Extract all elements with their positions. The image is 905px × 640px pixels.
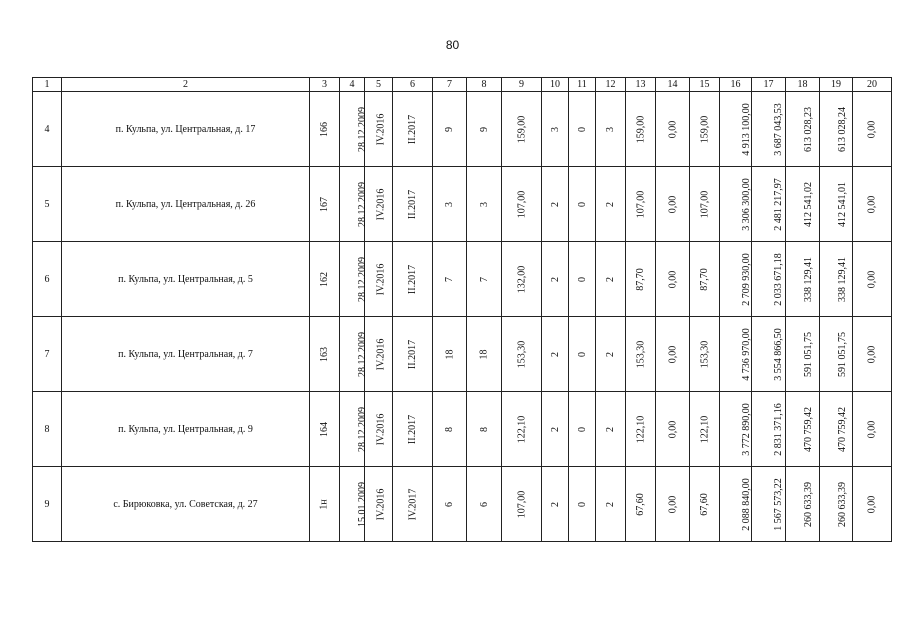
cell-value: 0	[576, 351, 588, 357]
value-cell	[596, 92, 626, 167]
value-cell	[569, 167, 596, 242]
cell-value: II.2017	[406, 264, 418, 294]
cell-value: 2	[605, 201, 616, 207]
value-cell	[720, 467, 752, 542]
cell-value: 2 033 671,18	[772, 252, 784, 306]
cell-value: IV.2016	[375, 338, 387, 370]
value-cell	[786, 317, 820, 392]
value-cell	[752, 317, 786, 392]
cell-value: 87,70	[699, 267, 710, 291]
value-cell	[786, 242, 820, 317]
cell-value: 0	[576, 276, 588, 282]
value-cell	[365, 392, 393, 467]
value-cell	[310, 167, 340, 242]
cell-value: 2	[605, 351, 616, 357]
cell-value: 8	[478, 426, 490, 432]
value-cell	[596, 167, 626, 242]
value-cell	[542, 167, 569, 242]
value-cell	[502, 317, 542, 392]
value-cell	[502, 392, 542, 467]
table-row	[33, 392, 892, 467]
cell-value: 2	[549, 201, 561, 207]
value-cell	[752, 242, 786, 317]
header-cell: 7	[433, 78, 467, 92]
value-cell	[467, 167, 502, 242]
value-cell	[820, 467, 853, 542]
address-cell: п. Кульпа, ул. Центральная, д. 26	[62, 167, 310, 242]
cell-value: 338 129,41	[837, 256, 848, 302]
cell-value: 107,00	[699, 190, 710, 218]
cell-value: 87,70	[635, 267, 646, 291]
table-row	[33, 167, 892, 242]
address-cell: п. Кульпа, ул. Центральная, д. 9	[62, 392, 310, 467]
cell-value: 18	[444, 349, 455, 359]
cell-value: 0	[576, 126, 588, 132]
value-cell	[433, 242, 467, 317]
cell-value: 3 772 890,00	[740, 402, 752, 456]
address-cell: п. Кульпа, ул. Центральная, д. 7	[62, 317, 310, 392]
cell-value: IV.2017	[406, 488, 418, 520]
value-cell	[720, 92, 752, 167]
value-cell	[433, 167, 467, 242]
cell-value: II.2017	[406, 189, 418, 219]
cell-value: IV.2016	[375, 113, 387, 145]
value-cell	[502, 92, 542, 167]
value-cell	[365, 92, 393, 167]
value-cell	[656, 92, 690, 167]
value-cell	[310, 317, 340, 392]
cell-value: 7	[444, 276, 455, 282]
value-cell	[596, 242, 626, 317]
value-cell	[393, 467, 433, 542]
value-cell	[596, 317, 626, 392]
header-cell: 14	[656, 78, 690, 92]
header-cell: 17	[752, 78, 786, 92]
cell-value: 260 633,39	[837, 481, 848, 527]
cell-value: 122,10	[635, 415, 646, 443]
header-cell: 2	[62, 78, 310, 92]
value-cell	[569, 92, 596, 167]
cell-value: 162	[319, 271, 330, 287]
value-cell	[853, 392, 892, 467]
cell-value: IV.2016	[375, 263, 387, 295]
value-cell	[853, 467, 892, 542]
header-cell: 19	[820, 78, 853, 92]
table-row	[33, 92, 892, 167]
cell-value: 167	[319, 196, 330, 212]
value-cell	[502, 467, 542, 542]
cell-value: 9	[478, 126, 490, 132]
value-cell	[569, 467, 596, 542]
header-cell: 18	[786, 78, 820, 92]
cell-value: 8	[444, 426, 455, 432]
value-cell	[310, 467, 340, 542]
value-cell	[393, 242, 433, 317]
value-cell	[626, 467, 656, 542]
value-cell	[310, 392, 340, 467]
cell-value: 163	[319, 346, 330, 362]
value-cell	[502, 167, 542, 242]
value-cell	[340, 92, 368, 167]
value-cell	[626, 92, 656, 167]
value-cell	[569, 242, 596, 317]
cell-value: 132,00	[516, 265, 527, 293]
cell-value: 613 028,23	[803, 106, 814, 152]
cell-value: 6	[478, 501, 490, 507]
value-cell	[820, 392, 853, 467]
value-cell	[752, 467, 786, 542]
header-cell: 15	[690, 78, 720, 92]
cell-value: 0,00	[667, 420, 678, 438]
value-cell	[752, 167, 786, 242]
cell-value: 0,00	[866, 195, 878, 213]
value-cell	[542, 317, 569, 392]
value-cell	[820, 242, 853, 317]
value-cell	[720, 242, 752, 317]
value-cell	[656, 467, 690, 542]
value-cell	[542, 242, 569, 317]
value-cell	[467, 242, 502, 317]
cell-value: 3	[549, 126, 561, 132]
value-cell	[340, 467, 368, 542]
value-cell	[365, 242, 393, 317]
header-cell: 1	[33, 78, 62, 92]
value-cell	[853, 167, 892, 242]
value-cell	[786, 467, 820, 542]
cell-value: II.2017	[406, 339, 418, 369]
value-cell	[656, 392, 690, 467]
cell-value: 3	[478, 201, 490, 207]
header-cell: 8	[467, 78, 502, 92]
cell-value: 0,00	[667, 345, 678, 363]
cell-value: 153,30	[699, 340, 710, 368]
value-cell	[393, 92, 433, 167]
cell-value: IV.2016	[375, 488, 387, 520]
value-cell	[690, 92, 720, 167]
value-cell	[310, 92, 340, 167]
value-cell	[365, 467, 393, 542]
value-cell	[820, 92, 853, 167]
header-cell: 9	[502, 78, 542, 92]
value-cell	[433, 392, 467, 467]
cell-value: 2 481 217,97	[772, 177, 784, 231]
cell-value: 0,00	[667, 120, 678, 138]
page-number: 80	[445, 38, 460, 52]
value-cell	[365, 317, 393, 392]
cell-value: 15.01.2009	[357, 481, 368, 527]
cell-value: 3 306 300,00	[740, 177, 752, 231]
cell-value: 0	[576, 201, 588, 207]
cell-value: 0	[576, 426, 588, 432]
header-cell: 10	[542, 78, 569, 92]
value-cell	[626, 242, 656, 317]
cell-value: 2	[549, 501, 561, 507]
value-cell	[786, 167, 820, 242]
cell-value: 3 554 866,50	[772, 327, 784, 381]
cell-value: 67,60	[699, 492, 710, 516]
cell-value: 7	[478, 276, 490, 282]
cell-value: 9	[444, 126, 455, 132]
cell-value: 0,00	[866, 345, 878, 363]
value-cell	[340, 392, 368, 467]
value-cell	[752, 92, 786, 167]
value-cell	[690, 317, 720, 392]
cell-value: 28.12.2009	[357, 106, 368, 152]
cell-value: 4 913 100,00	[740, 102, 752, 156]
cell-value: 2 709 930,00	[740, 252, 752, 306]
row-number-cell: 6	[33, 242, 62, 317]
cell-value: 591 051,75	[803, 331, 814, 377]
value-cell	[433, 317, 467, 392]
header-cell: 4	[340, 78, 365, 92]
cell-value: 470 759,42	[803, 406, 814, 452]
cell-value: 2	[549, 276, 561, 282]
value-cell	[393, 167, 433, 242]
value-cell	[542, 392, 569, 467]
header-row	[33, 78, 892, 92]
cell-value: 2 831 371,16	[772, 402, 784, 456]
cell-value: 6	[444, 501, 455, 507]
value-cell	[433, 467, 467, 542]
value-cell	[853, 242, 892, 317]
cell-value: 107,00	[635, 190, 646, 218]
cell-value: IV.2016	[375, 413, 387, 445]
value-cell	[467, 92, 502, 167]
value-cell	[542, 467, 569, 542]
cell-value: 2	[605, 501, 616, 507]
value-cell	[626, 167, 656, 242]
cell-value: 2	[549, 351, 561, 357]
value-cell	[626, 392, 656, 467]
value-cell	[853, 92, 892, 167]
cell-value: 159,00	[699, 115, 710, 143]
cell-value: 4 736 970,00	[740, 327, 752, 381]
value-cell	[656, 167, 690, 242]
header-cell: 12	[596, 78, 626, 92]
cell-value: 164	[319, 421, 330, 437]
header-cell: 3	[310, 78, 340, 92]
value-cell	[433, 92, 467, 167]
cell-value: 613 028,24	[837, 106, 848, 152]
cell-value: 28.12.2009	[357, 406, 368, 452]
table-row	[33, 317, 892, 392]
row-number-cell: 7	[33, 317, 62, 392]
cell-value: 107,00	[516, 190, 527, 218]
cell-value: 122,10	[516, 415, 527, 443]
value-cell	[656, 242, 690, 317]
register-table	[32, 77, 892, 542]
cell-value: 338 129,41	[803, 256, 814, 302]
value-cell	[340, 242, 368, 317]
cell-value: 107,00	[516, 490, 527, 518]
value-cell	[569, 392, 596, 467]
cell-value: 159,00	[516, 115, 527, 143]
header-cell: 20	[853, 78, 892, 92]
address-cell: п. Кульпа, ул. Центральная, д. 17	[62, 92, 310, 167]
value-cell	[820, 317, 853, 392]
table-row	[33, 467, 892, 542]
value-cell	[467, 317, 502, 392]
header-cell: 11	[569, 78, 596, 92]
address-cell: с. Бирюковка, ул. Советская, д. 27	[62, 467, 310, 542]
table-row	[33, 242, 892, 317]
cell-value: II.2017	[406, 114, 418, 144]
cell-value: 153,30	[516, 340, 527, 368]
cell-value: 470 759,42	[837, 406, 848, 452]
cell-value: 0	[576, 501, 588, 507]
value-cell	[310, 242, 340, 317]
cell-value: 412 541,02	[803, 181, 814, 227]
value-cell	[786, 92, 820, 167]
cell-value: 591 051,75	[837, 331, 848, 377]
value-cell	[656, 317, 690, 392]
value-cell	[853, 317, 892, 392]
cell-value: 0,00	[866, 270, 878, 288]
cell-value: 1н	[318, 498, 330, 510]
value-cell	[365, 167, 393, 242]
cell-value: 412 541,01	[837, 181, 848, 227]
row-number-cell: 9	[33, 467, 62, 542]
value-cell	[720, 392, 752, 467]
cell-value: 3	[444, 201, 455, 207]
cell-value: 1 567 573,22	[772, 477, 784, 531]
cell-value: II.2017	[406, 414, 418, 444]
cell-value: 28.12.2009	[357, 256, 368, 302]
value-cell	[596, 392, 626, 467]
value-cell	[393, 317, 433, 392]
row-number-cell: 8	[33, 392, 62, 467]
cell-value: 0,00	[866, 420, 878, 438]
value-cell	[569, 317, 596, 392]
cell-value: 18	[478, 349, 490, 359]
value-cell	[626, 317, 656, 392]
row-number-cell: 5	[33, 167, 62, 242]
header-cell: 16	[720, 78, 752, 92]
cell-value: 153,30	[635, 340, 646, 368]
value-cell	[786, 392, 820, 467]
cell-value: 67,60	[635, 492, 646, 516]
cell-value: 2	[549, 426, 561, 432]
cell-value: 159,00	[635, 115, 646, 143]
address-cell: п. Кульпа, ул. Центральная, д. 5	[62, 242, 310, 317]
value-cell	[690, 467, 720, 542]
value-cell	[752, 392, 786, 467]
value-cell	[340, 167, 368, 242]
value-cell	[542, 92, 569, 167]
value-cell	[690, 242, 720, 317]
value-cell	[393, 392, 433, 467]
row-number-cell: 4	[33, 92, 62, 167]
value-cell	[720, 317, 752, 392]
header-cell: 6	[393, 78, 433, 92]
value-cell	[502, 242, 542, 317]
cell-value: 0,00	[866, 120, 878, 138]
cell-value: 122,10	[699, 415, 710, 443]
cell-value: 2 088 840,00	[740, 477, 752, 531]
value-cell	[690, 167, 720, 242]
value-cell	[467, 392, 502, 467]
cell-value: 2	[605, 426, 616, 432]
value-cell	[340, 317, 368, 392]
cell-value: 28.12.2009	[357, 331, 368, 377]
cell-value: 2	[605, 276, 616, 282]
cell-value: 28.12.2009	[357, 181, 368, 227]
cell-value: 3 687 043,53	[772, 102, 784, 156]
cell-value: 166	[319, 121, 330, 137]
cell-value: 0,00	[667, 195, 678, 213]
value-cell	[467, 467, 502, 542]
cell-value: IV.2016	[375, 188, 387, 220]
value-cell	[720, 167, 752, 242]
cell-value: 0,00	[667, 495, 678, 513]
cell-value: 0,00	[667, 270, 678, 288]
cell-value: 0,00	[866, 495, 878, 513]
header-cell: 5	[365, 78, 393, 92]
cell-value: 3	[605, 126, 616, 132]
value-cell	[820, 167, 853, 242]
value-cell	[596, 467, 626, 542]
value-cell	[690, 392, 720, 467]
cell-value: 260 633,39	[803, 481, 814, 527]
header-cell: 13	[626, 78, 656, 92]
